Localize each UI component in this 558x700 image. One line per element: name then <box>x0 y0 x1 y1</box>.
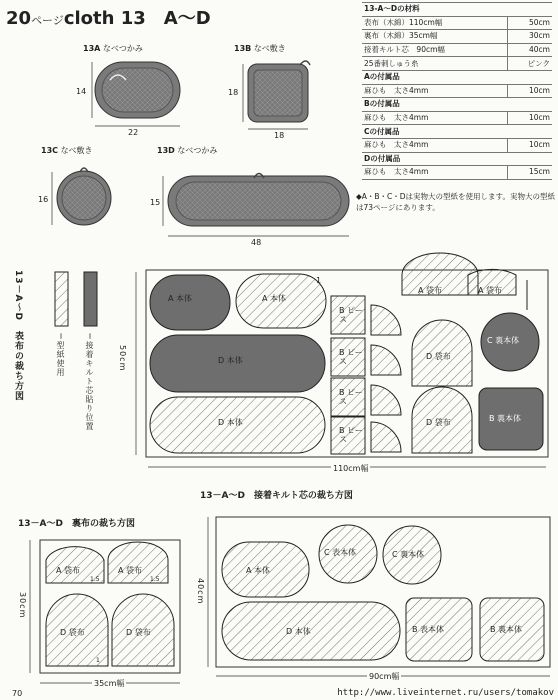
piece-label: B 裏本体 <box>489 414 522 423</box>
material-row: 麻ひも 太さ4mm 15cm <box>362 166 552 180</box>
outer-width: 110cm幅 <box>333 464 369 473</box>
dim-13c-h: 16 <box>38 195 49 204</box>
piece-label: A 本体 <box>168 294 193 303</box>
seam-mark: 1.5 <box>90 576 100 583</box>
material-row: 麻ひも 太さ4mm 10cm <box>362 84 552 98</box>
page-ref: 20 <box>6 8 32 29</box>
dim-13b-h: 18 <box>228 88 239 97</box>
product-13c-photo <box>57 168 111 225</box>
page-number: 70 <box>12 689 23 698</box>
materials-note: ◆A・B・C・Dは実物大の型紙を使用します。実物大の型紙は73ページにあります。 <box>356 192 555 212</box>
quilt-height: 40cm <box>196 578 205 605</box>
seam-mark: 1 <box>316 276 322 285</box>
lining-layout <box>30 540 180 683</box>
piece-label: D 本体 <box>218 356 243 365</box>
piece-label: B 表本体 <box>412 625 445 634</box>
lining-width: 35cm幅 <box>94 679 125 688</box>
legend-quilt-label: ＝接着キルト芯貼り位置 <box>85 332 94 431</box>
piece-label: A 袋布 <box>56 566 81 575</box>
materials-heading: 13-A～Dの材料 <box>362 3 552 17</box>
piece-label: A 袋布 <box>478 286 503 295</box>
dim-13b-w: 18 <box>274 131 285 140</box>
accessory-heading: Bの付属品 <box>362 98 552 112</box>
footer-url[interactable]: http://www.liveinternet.ru/users/tomakov <box>337 688 554 698</box>
piece-label: A 袋布 <box>118 566 143 575</box>
dim-13d-w: 48 <box>251 238 262 247</box>
piece-label: D 袋布 <box>126 628 151 637</box>
legend-paper-label: ＝型紙使用 <box>56 332 65 377</box>
piece-label: D 袋布 <box>426 352 451 361</box>
accessory-heading: Cの付属品 <box>362 125 552 139</box>
legend-quilt-swatch <box>84 272 97 326</box>
outer-title: 13－A～D 表布の裁ち方図 <box>13 270 23 401</box>
seam-mark: 1.5 <box>150 576 160 583</box>
page-suffix: ページ <box>31 14 64 27</box>
piece-label: A 本体 <box>246 566 271 575</box>
material-row: 麻ひも 太さ4mm 10cm <box>362 111 552 125</box>
material-row: 25番刺しゅう糸 ピンク <box>362 57 552 71</box>
material-row: 裏布（木綿）35cm幅 30cm <box>362 30 552 44</box>
quilt-width: 90cm幅 <box>369 672 400 681</box>
material-row: 接着キルト芯 90cm幅 40cm <box>362 43 552 57</box>
piece-label: B ピース <box>339 388 363 406</box>
item-13a-label: 13A なべつかみ <box>83 44 143 53</box>
lining-title: 13－A～D 裏布の裁ち方図 <box>18 519 135 529</box>
dim-13d-h: 15 <box>150 198 161 207</box>
piece-label: C 表本体 <box>324 548 357 557</box>
product-13d-photo <box>168 174 349 227</box>
item-13d-label: 13D なべつかみ <box>157 146 218 155</box>
accessory-heading: Aの付属品 <box>362 70 552 84</box>
lining-height: 30cm <box>18 592 27 619</box>
piece-label: B ピース <box>339 348 363 366</box>
piece-label: C 裏本体 <box>392 550 425 559</box>
piece-label: C 裏本体 <box>487 336 520 345</box>
piece-label: D 本体 <box>218 418 243 427</box>
outer-height: 50cm <box>118 345 127 372</box>
legend-paper-swatch <box>55 272 68 326</box>
quilt-layout <box>208 517 550 676</box>
piece-label: D 袋布 <box>426 418 451 427</box>
title-text: cloth 13 A～D <box>63 8 211 29</box>
dim-13a-w: 22 <box>128 128 139 137</box>
piece-label: A 本体 <box>262 294 287 303</box>
material-row: 麻ひも 太さ4mm 10cm <box>362 138 552 152</box>
accessory-heading: Dの付属品 <box>362 152 552 166</box>
material-row: 表布（木綿）110cm幅 50cm <box>362 16 552 30</box>
item-13b-label: 13B なべ敷き <box>234 44 286 53</box>
quilt-title: 13－A～D 接着キルト芯の裁ち方図 <box>200 491 353 501</box>
product-13b-photo <box>248 61 310 122</box>
product-13a-photo <box>95 62 180 118</box>
piece-label: B ピース <box>339 306 363 324</box>
item-13c-label: 13C なべ敷き <box>41 146 93 155</box>
piece-label: B 裏本体 <box>490 625 523 634</box>
piece-label: D 本体 <box>286 627 311 636</box>
dim-13a-h: 14 <box>76 87 87 96</box>
piece-label: D 袋布 <box>60 628 85 637</box>
piece-label: A 袋布 <box>418 286 443 295</box>
seam-mark: 1 <box>96 657 100 664</box>
piece-label: B ピース <box>339 426 363 444</box>
